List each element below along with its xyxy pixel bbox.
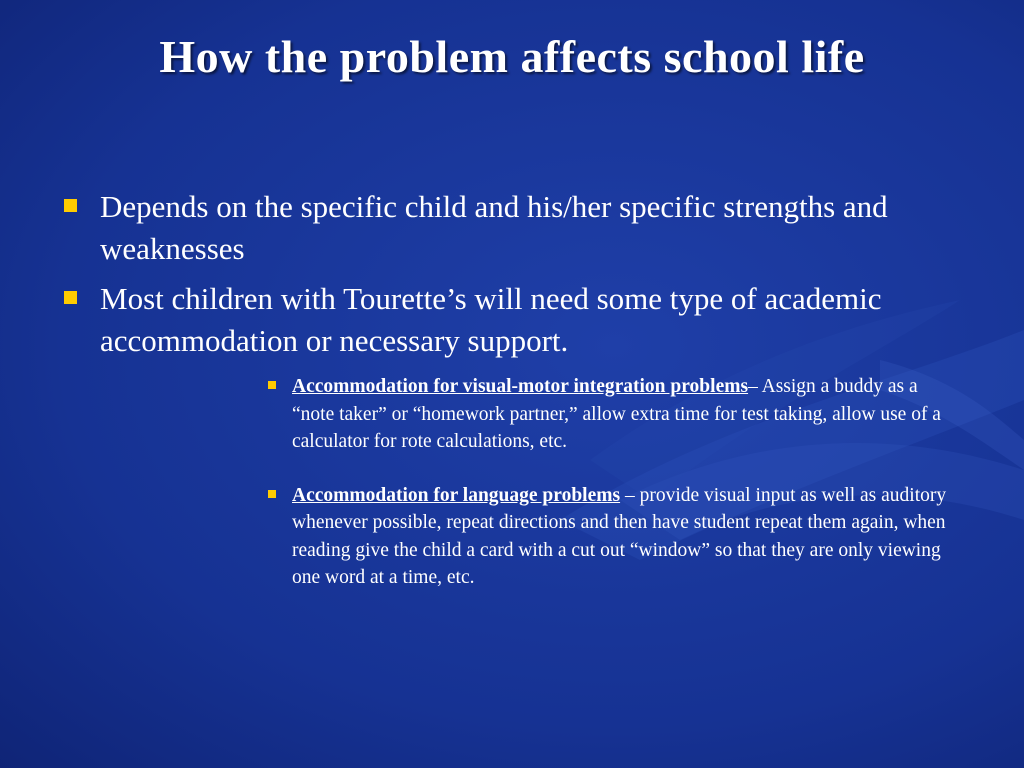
slide-title: How the problem affects school life	[159, 31, 865, 82]
square-bullet-icon	[268, 490, 276, 498]
sub-bullet-heading: Accommodation for language problems	[292, 484, 621, 506]
bullet-item	[62, 278, 962, 362]
sub-bullet-list	[268, 373, 958, 618]
main-bullet-list	[62, 186, 962, 370]
bullet-text: Depends on the specific child and his/her specific strengths and weaknesses	[100, 189, 888, 266]
square-bullet-icon	[64, 291, 77, 304]
sub-bullet-item	[268, 482, 958, 592]
sub-bullet-heading: Accommodation for visual-motor integration problems	[292, 376, 749, 397]
bullet-item	[62, 186, 962, 270]
sub-bullet-text: – Assign a buddy as a “note taker” or “homework partner,” allow extra time for test taking, allow use of a calculator for rote calculations, etc.	[292, 376, 941, 452]
square-bullet-icon	[268, 381, 276, 389]
sub-bullet-text: – provide visual input as well as auditory whenever possible, repeat directions and then have student repeat them again, when reading give the child a card with a cut out “window” so that they are only viewing one word at a time, etc.	[292, 484, 947, 588]
bullet-text: Most children with Tourette’s will need some type of academic accommodation or necessary support.	[100, 281, 882, 358]
sub-bullet-item	[268, 373, 958, 456]
square-bullet-icon	[64, 199, 77, 212]
